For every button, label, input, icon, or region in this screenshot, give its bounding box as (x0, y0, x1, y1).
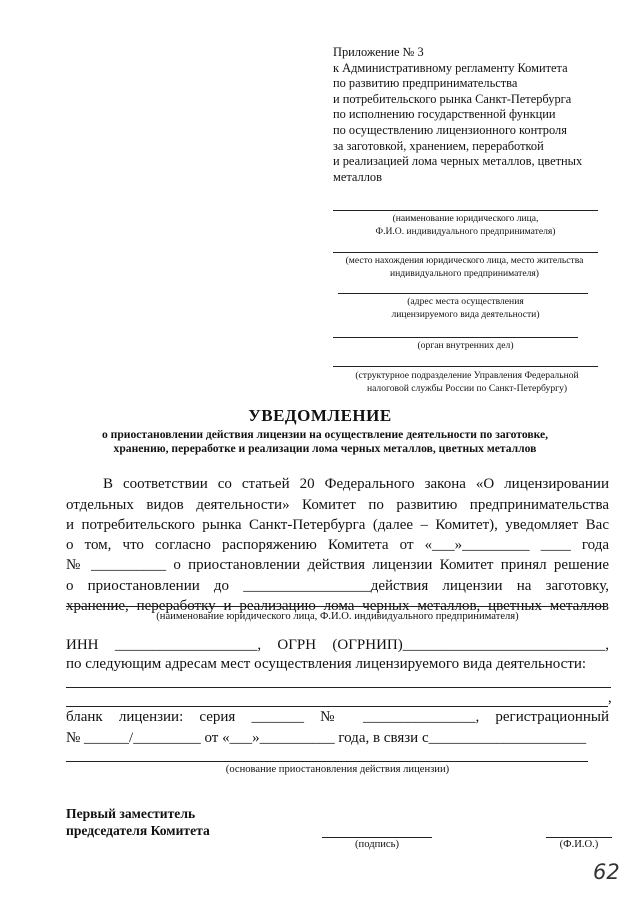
caption-line: (место нахождения юридического лица, место жительства (345, 255, 584, 266)
address-fill-line-2[interactable] (66, 706, 608, 707)
appendix-line: Приложение № 3 (333, 45, 424, 59)
caption-line: (адрес места осуществления (407, 296, 524, 307)
activity-address-caption (333, 295, 598, 321)
body-line-2: отдельных видов деятельности» Комитет по развитию предпринимательства (66, 497, 609, 513)
recipient-address-caption (322, 254, 607, 280)
appendix-header (333, 45, 582, 185)
reason-caption: (основание приостановления действия лицензии) (225, 764, 450, 775)
address-fill-line-1[interactable] (66, 687, 611, 688)
subtitle-line: о приостановлении действия лицензии на осуществление деятельности по заготовке, (101, 428, 549, 441)
tax-line[interactable] (333, 366, 598, 367)
page-number: 62 (593, 860, 620, 884)
recipient-name-caption (333, 212, 598, 238)
police-line[interactable] (333, 337, 578, 338)
activity-address-line[interactable] (338, 293, 588, 294)
appendix-line: и потребительского рынка Санкт-Петербурга (333, 91, 572, 106)
fio-caption: (Ф.И.О.) (559, 839, 599, 850)
body-line-5[interactable]: № __________ о приостановлении действия лицензии Комитет принял решение (66, 557, 609, 573)
appendix-line: по осуществлению лицензионного контроля (333, 122, 567, 137)
police-caption: (орган внутренних дел) (417, 340, 514, 351)
caption-line: налоговой службы России по Санкт-Петербургу) (366, 383, 568, 394)
inn-ogrn-line[interactable]: ИНН ___________________, ОГРН (ОГРНИП)___________________________, (66, 637, 609, 653)
licensee-name-caption: (наименование юридического лица, Ф.И.О. индивидуального предпринимателя) (156, 611, 519, 622)
subtitle-line: хранению, переработке и реализации лома черных металлов, цветных металлов (113, 442, 537, 455)
appendix-line: за заготовкой, хранением, переработкой (333, 138, 544, 153)
recipient-address-line[interactable] (333, 252, 598, 253)
recipient-name-line[interactable] (333, 210, 598, 211)
appendix-line: по исполнению государственной функции (333, 107, 556, 122)
addresses-line: по следующим адресам мест осуществления лицензируемого вида деятельности: (66, 656, 587, 672)
caption-line: индивидуального предпринимателя) (390, 268, 539, 279)
reason-line[interactable] (66, 761, 588, 762)
license-number-line[interactable]: № ______/_________ от «___»__________ года, в связи с_____________________ (66, 730, 587, 746)
tax-caption (327, 369, 607, 395)
body-line-4[interactable]: о том, что согласно распоряжению Комитета от «___»_________ ____ года (66, 537, 609, 553)
body-line-6[interactable]: о приостановлении до _________________действия лицензии на заготовку, (66, 578, 609, 594)
signer-position-line-2: председателя Комитета (66, 823, 210, 838)
document-title: УВЕДОМЛЕНИЕ (248, 406, 392, 425)
appendix-line: к Административному регламенту Комитета (333, 60, 568, 75)
caption-line: лицензируемого вида деятельности) (391, 309, 540, 320)
signer-position-line-1: Первый заместитель (66, 806, 196, 821)
appendix-line: по развитию предпринимательства (333, 76, 518, 91)
caption-line: (структурное подразделение Управления Федеральной (355, 370, 579, 381)
licensee-name-line[interactable] (66, 606, 606, 607)
caption-line: Ф.И.О. индивидуального предпринимателя) (375, 226, 556, 237)
signature-caption: (подпись) (355, 839, 399, 850)
body-line-3: и потребительского рынка Санкт-Петербурга (далее – Комитет), уведомляет Вас (66, 517, 609, 533)
caption-line: (наименование юридического лица, (392, 213, 539, 224)
license-blank-line[interactable]: бланк лицензии: серия _______ № _______________, регистрационный (66, 709, 609, 725)
body-line-1: В соответствии со статьей 20 Федерального закона «О лицензировании (103, 476, 609, 492)
appendix-line: металлов (333, 169, 382, 184)
document-subtitle (60, 428, 590, 456)
appendix-line: и реализацией лома черных металлов, цветных (333, 154, 583, 169)
address-comma: , (608, 690, 612, 706)
body-line-7: хранение, переработку и реализацию лома черных металлов, цветных металлов (66, 598, 609, 614)
